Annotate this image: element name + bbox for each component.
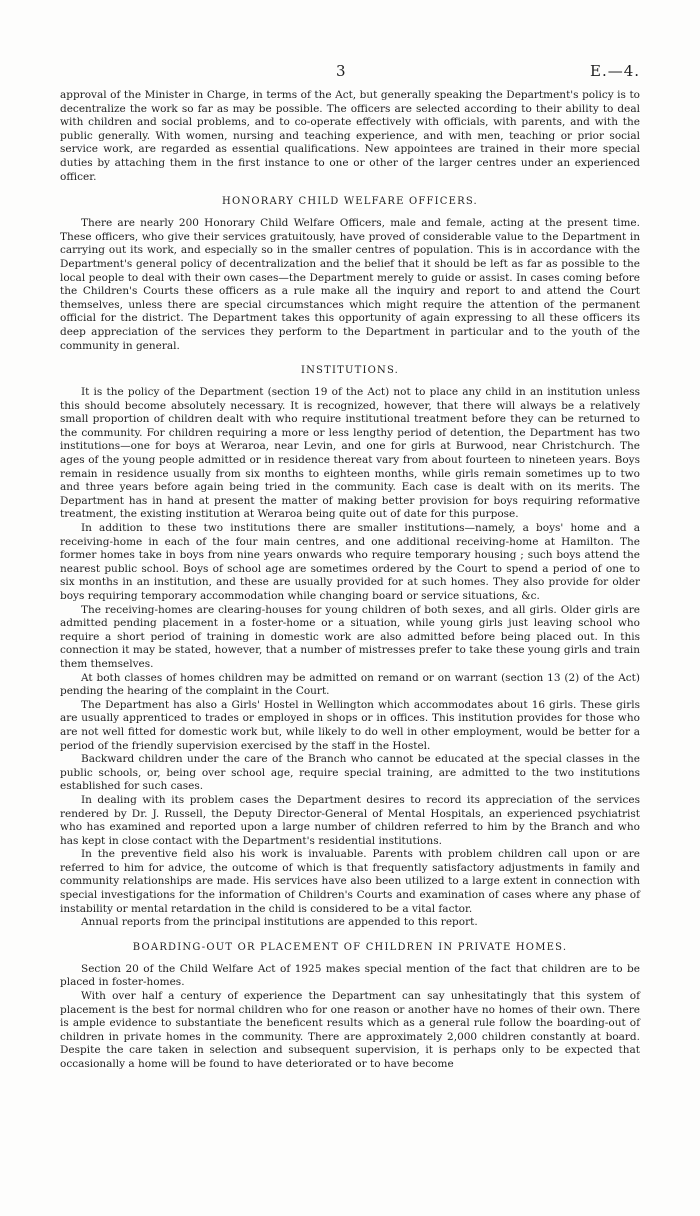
section-heading: BOARDING-OUT OR PLACEMENT OF CHILDREN IN PRIVATE HOMES. — [132, 941, 568, 953]
paragraph: In dealing with its problem cases the Department desires to record its appreciation of the services rendered by Dr. J. Russell, the Deputy Director-General of Mental Hospitals, an experienced psychiatrist who has examined and reported upon a large number of children referred to him by the Branch and who has kept in close contact with the Department's residential institutions. — [60, 793, 640, 847]
document-body — [60, 89, 640, 1072]
paragraph: It is the policy of the Department (section 19 of the Act) not to place any child in an institution unless this should become absolutely necessary. It is recognized, however, that there will always be a relatively small proportion of children dealt with who require institutional treatment before they can be returned to the community. For children requiring a more or less lengthy period of detention, the Department has two institutions—one for boys at Weraroa, near Levin, and one for girls at Burwood, near Christchurch. The ages of the young people admitted or in residence thereat vary from about fourteen to nineteen years. Boys remain in residence usually from six months to eighteen months, while girls remain sometimes up to two and three years before again being tried in the community. Each case is dealt with on its merits. The Department has in hand at present the matter of making better provision for boys requiring reformative treatment, the existing institution at Weraroa being quite out of date for this purpose. — [60, 386, 640, 521]
section-honorary-officers — [60, 196, 640, 353]
paragraph: At both classes of homes children may be admitted on remand or on warrant (section 13 (2) of the Act) pending the hearing of the complaint in the Court. — [60, 671, 640, 698]
paragraph: Section 20 of the Child Welfare Act of 1925 makes special mention of the fact that children are to be placed in foster-homes. — [60, 962, 640, 989]
paragraph: The receiving-homes are clearing-houses for young children of both sexes, and all girls. Older girls are admitted pending placement in a foster-home or a situation, while young girls just leaving school who require a short period of training in domestic work are also admitted before being placed out. In this connection it may be stated, however, that a number of mistresses prefer to take these young girls and train them themselves. — [60, 603, 640, 670]
paragraph: In addition to these two institutions there are smaller institutions—namely, a boys' home and a receiving-home in each of the four main centres, and one additional receiving-home at Hamilton. The former homes take in boys from nine years onwards who require temporary housing ; such boys attend the nearest public school. Boys of school age are sometimes ordered by the Court to spend a period of one to six months in an institution, and these are usually provided for at such homes. They also provide for older boys requiring temporary accommodation while changing board or service situations, &c. — [60, 522, 640, 602]
page-number: 3 — [336, 62, 346, 80]
document-reference: E.—4. — [590, 62, 641, 80]
paragraph: The Department has also a Girls' Hostel in Wellington which accommodates about 16 girls. These girls are usually apprenticed to trades or employed in shops or in offices. This institution provides for those who are not well fitted for domestic work but, while likely to do well in other employment, would be better for a period of the friendly supervision exercised by the staff in the Hostel. — [60, 698, 640, 752]
paragraph: In the preventive field also his work is invaluable. Parents with problem children call upon or are referred to him for advice, the outcome of which is that frequently satisfactory adjustments in family and community relationships are made. His services have also been utilized to a large extent in connection with special investigations for the information of Children's Courts and examination of cases where any phase of instability or mental retardation in the child is considered to be a vital factor. — [60, 848, 640, 915]
section-boarding-out — [60, 942, 640, 1072]
paragraph: Annual reports from the principal institutions are appended to this report. — [81, 916, 478, 929]
section-heading: INSTITUTIONS. — [300, 365, 400, 377]
paragraph: With over half a century of experience the Department can say unhesitatingly that this system of placement is the best for normal children who for one reason or another have no homes of their own. There is ample evidence to substantiate the beneficent results which as a general rule follow the boarding-out of children in private homes in the community. There are approximately 2,000 children constantly at board. Despite the care taken in selection and subsequent supervision, it is perhaps only to be expected that occasionally a home will be found to have deteriorated or to have become — [60, 990, 640, 1070]
paragraph: approval of the Minister in Charge, in terms of the Act, but generally speaking the Department's policy is to decentralize the work so far as may be possible. The officers are selected according to their ability to deal with children and social problems, and to co-operate effectively with officials, with parents, and with the public generally. With women, nursing and teaching experience, and with men, teaching or prior social service work, are regarded as essential qualifications. New appointees are trained in their more special duties by attaching them in the first instance to one or other of the larger centres under an experienced officer. — [60, 89, 640, 183]
section-continuation — [60, 89, 640, 184]
section-institutions — [60, 365, 640, 930]
paragraph: There are nearly 200 Honorary Child Welfare Officers, male and female, acting at the present time. These officers, who give their services gratuitously, have proved of considerable value to the Department in carrying out its work, and especially so in the smaller centres of population. This is in accordance with the Department's general policy of decentralization and the belief that it should be left as far as possible to the local people to deal with their own cases—the Department merely to guide or assist. In cases coming before the Children's Courts these officers as a rule make all the inquiry and report to and attend the Court themselves, unless there are special circumstances which might require the attention of the permanent official for the district. The Department takes this opportunity of again expressing to all these officers its deep appreciation of the services they perform to the Department in particular and to the youth of the community in general. — [60, 217, 640, 352]
paragraph: Backward children under the care of the Branch who cannot be educated at the special classes in the public schools, or, being over school age, require special training, are admitted to the two institutions established for such cases. — [60, 753, 640, 793]
section-heading: HONORARY CHILD WELFARE OFFICERS. — [222, 196, 478, 208]
